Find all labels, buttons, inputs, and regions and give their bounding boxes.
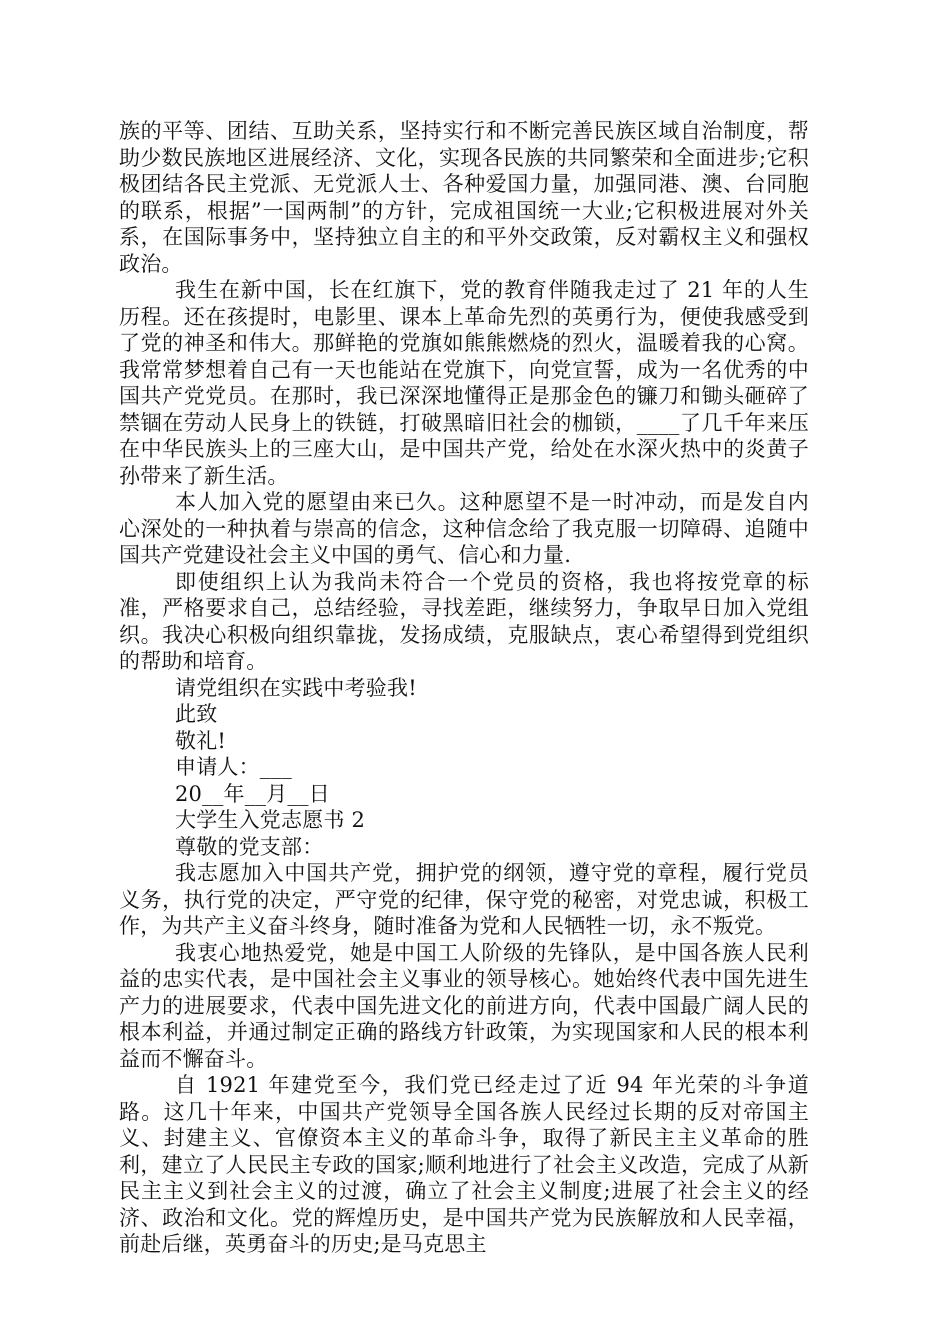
greeting: 尊敬的党支部：: [175, 834, 324, 859]
paragraph: 即使组织上认为我尚未符合一个党员的资格，我也将按党章的标准，严格要求自己，总结经验，寻找差距，继续努力，争取早日加入党组织。我决心积极向组织靠拢，发扬成绩，克服缺点，衷心希望得到党组织的帮助和培育。: [119, 569, 809, 673]
closing-salutation-2: 敬礼!: [175, 728, 227, 753]
paragraph: 本人加入党的愿望由来已久。这种愿望不是一时冲动，而是发自内心深处的一种执着与崇高的信念，这种信念给了我克服一切障碍、追随中国共产党建设社会主义中国的勇气、信心和力量.: [119, 490, 809, 567]
date-line: 20__年__月__日: [175, 781, 330, 806]
applicant-line: 申请人：___: [175, 755, 292, 779]
document-body: [119, 118, 809, 1258]
closing-request: 请党组织在实践中考验我!: [175, 675, 417, 700]
section-title: 大学生入党志愿书 2: [175, 808, 366, 832]
paragraph: 族的平等、团结、互助关系，坚持实行和不断完善民族区域自治制度，帮助少数民族地区进展经济、文化，实现各民族的共同繁荣和全面进步;它积极团结各民主党派、无党派人士、各种爱国力量，加强同港、澳、台同胞的联系，根据”一国两制”的方针，完成祖国统一大业;它积极进展对外关系，在国际事务中，坚持独立自主的和平外交政策，反对霸权主义和强权政治。: [119, 119, 809, 276]
paragraph: 我生在新中国，长在红旗下，党的教育伴随我走过了 21 年的人生历程。还在孩提时，电影里、课本上革命先烈的英勇行为，便使我感受到了党的神圣和伟大。那鲜艳的党旗如熊熊燃烧的烈火，温暖着我的心窝。我常常梦想着自己有一天也能站在党旗下，向党宣誓，成为一名优秀的中国共产党党员。在那时，我已深深地懂得正是那金色的镰刀和锄头砸碎了禁锢在劳动人民身上的铁链，打破黑暗旧社会的枷锁，____了几千年来压在中华民族头上的三座大山，是中国共产党，给处在水深火热中的炎黄子孙带来了新生活。: [119, 278, 809, 488]
paragraph: 我志愿加入中国共产党，拥护党的纲领，遵守党的章程，履行党员义务，执行党的决定，严守党的纪律，保守党的秘密，对党忠诚，积极工作，为共产主义奋斗终身，随时准备为党和人民牺牲一切，永不叛党。: [119, 861, 809, 938]
closing-salutation-1: 此致: [175, 702, 218, 726]
paragraph: 自 1921 年建党至今，我们党已经走过了近 94 年光荣的斗争道路。这几十年来，中国共产党领导全国各族人民经过长期的反对帝国主义、封建主义、官僚资本主义的革命斗争，取得了新民主主义革命的胜利，建立了人民民主专政的国家;顺利地进行了社会主义改造，完成了从新民主主义到社会主义的过渡，确立了社会主义制度;进展了社会主义的经济、政治和文化。党的辉煌历史，是中国共产党为民族解放和人民幸福，前赴后继，英勇奋斗的历史;是马克思主: [119, 1073, 809, 1256]
paragraph: 我衷心地热爱党，她是中国工人阶级的先锋队，是中国各族人民利益的忠实代表，是中国社会主义事业的领导核心。她始终代表中国先进生产力的进展要求，代表中国先进文化的前进方向，代表中国最广阔人民的根本利益，并通过制定正确的路线方针政策，为实现国家和人民的根本利益而不懈奋斗。: [119, 940, 809, 1071]
